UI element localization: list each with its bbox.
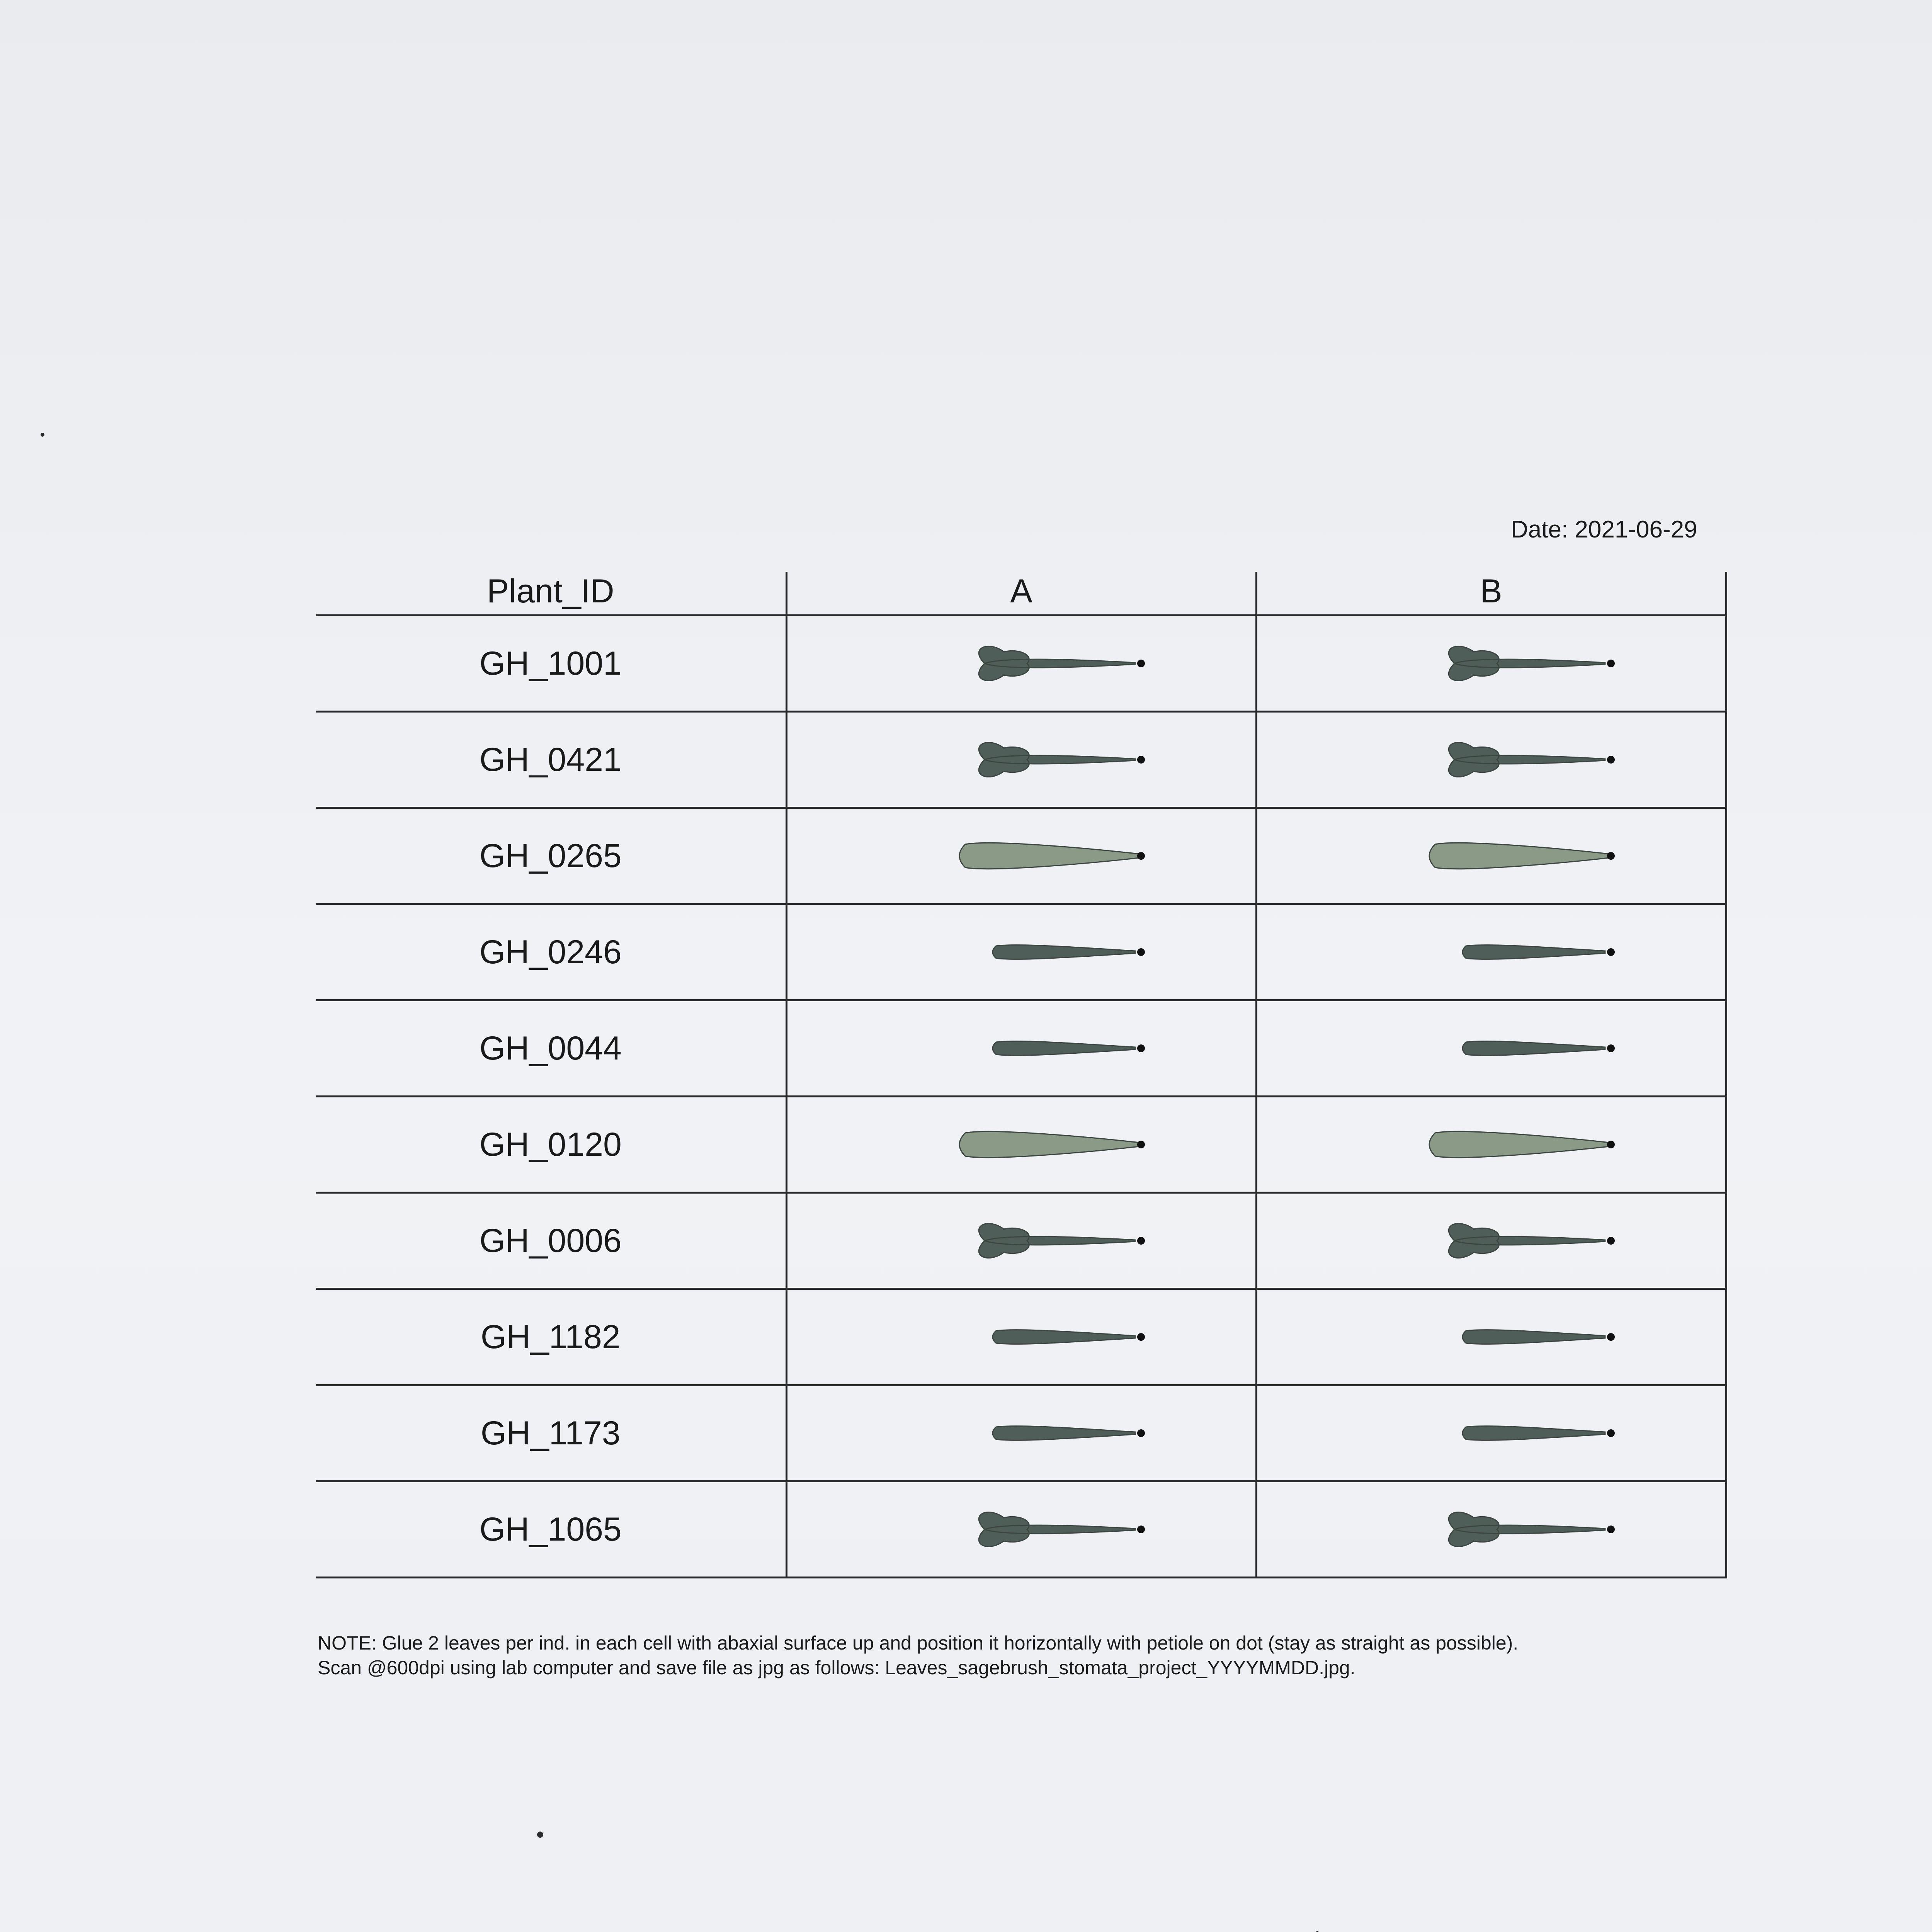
petiole-dot	[1137, 1237, 1145, 1245]
table-row	[316, 808, 1726, 904]
table-row	[316, 1000, 1726, 1097]
table-row	[316, 616, 1726, 712]
petiole-dot	[1607, 948, 1615, 956]
leaf-cell-b	[1256, 1481, 1726, 1578]
leaf-shape	[1429, 1131, 1613, 1157]
plant-id-cell: GH_0265	[316, 808, 786, 904]
leaf-shape	[993, 1426, 1135, 1440]
petiole-dot	[1607, 1141, 1615, 1148]
leaf-shape	[959, 843, 1143, 869]
petiole-dot	[1607, 852, 1615, 860]
instructions-note	[318, 1631, 1863, 1680]
leaf-cell-b	[1256, 904, 1726, 1000]
petiole-dot	[1137, 1044, 1145, 1052]
leaf-shape	[1463, 1330, 1605, 1344]
petiole-dot	[1607, 1526, 1615, 1533]
leaf-cell-b	[1256, 808, 1726, 904]
glued-leaf-a	[787, 1482, 1257, 1577]
glued-leaf-b	[1257, 905, 1727, 999]
leaf-shape	[1449, 1512, 1605, 1547]
leaf-cell-b	[1256, 1000, 1726, 1097]
petiole-dot	[1607, 1333, 1615, 1341]
leaf-cell-a	[786, 712, 1256, 808]
petiole-dot	[1137, 756, 1145, 764]
header-plant-id: Plant_ID	[486, 573, 614, 610]
leaf-shape	[1429, 843, 1613, 869]
leaf-shape	[979, 646, 1135, 681]
plant-id-cell: GH_0246	[316, 904, 786, 1000]
leaf-shape	[1449, 1224, 1605, 1258]
plant-id-cell: GH_1065	[316, 1481, 786, 1578]
glued-leaf-a	[787, 1386, 1257, 1480]
leaf-cell-b	[1256, 1097, 1726, 1193]
leaf-shape	[979, 1512, 1135, 1547]
glued-leaf-b	[1257, 1001, 1727, 1095]
glued-leaf-a	[787, 713, 1257, 807]
plant-id-cell: GH_0044	[316, 1000, 786, 1097]
plant-id-cell: GH_1001	[316, 616, 786, 712]
leaf-cell-b	[1256, 616, 1726, 712]
leaf-shape	[979, 1224, 1135, 1258]
table-row	[316, 1385, 1726, 1481]
note-line-1: NOTE: Glue 2 leaves per ind. in each cell with abaxial surface up and position it horizontally with petiole on dot (stay as straight as possible).	[318, 1632, 1519, 1654]
leaf-cell-a	[786, 1289, 1256, 1385]
petiole-dot	[1607, 756, 1615, 764]
leaf-cell-b	[1256, 1385, 1726, 1481]
plant-id-cell: GH_0006	[316, 1193, 786, 1289]
leaf-cell-a	[786, 808, 1256, 904]
leaf-cell-b	[1256, 1289, 1726, 1385]
glued-leaf-a	[787, 1097, 1257, 1192]
glued-leaf-a	[787, 1194, 1257, 1288]
table-row	[316, 1097, 1726, 1193]
note-line-2: Scan @600dpi using lab computer and save file as jpg as follows: Leaves_sagebrush_stomata_project_YYYYMMDD.jpg.	[318, 1657, 1355, 1679]
petiole-dot	[1607, 1237, 1615, 1245]
leaf-shape	[993, 945, 1135, 959]
petiole-dot	[1137, 1141, 1145, 1148]
leaf-shape	[1449, 743, 1605, 777]
petiole-dot	[1607, 660, 1615, 667]
header-a: A	[786, 572, 1256, 616]
leaf-cell-a	[786, 904, 1256, 1000]
leaf-cell-a	[786, 1385, 1256, 1481]
table-row	[316, 1193, 1726, 1289]
leaf-shape	[1463, 1426, 1605, 1440]
glued-leaf-b	[1257, 713, 1727, 807]
glued-leaf-b	[1257, 1194, 1727, 1288]
leaf-shape	[1449, 646, 1605, 681]
leaf-shape	[959, 1131, 1143, 1157]
petiole-dot	[1137, 1333, 1145, 1341]
date-label: Date: 2021-06-29	[1511, 516, 1697, 543]
glued-leaf-b	[1257, 809, 1727, 903]
glued-leaf-a	[787, 809, 1257, 903]
glued-leaf-b	[1257, 1482, 1727, 1577]
petiole-dot	[1607, 1044, 1615, 1052]
petiole-dot	[1137, 660, 1145, 667]
glued-leaf-b	[1257, 1097, 1727, 1192]
table-row	[316, 1481, 1726, 1578]
plant-id-cell: GH_1182	[316, 1289, 786, 1385]
plant-id-cell: GH_0421	[316, 712, 786, 808]
petiole-dot	[1137, 1429, 1145, 1437]
table-row	[316, 1289, 1726, 1385]
plant-id-cell: GH_0120	[316, 1097, 786, 1193]
leaf-shape	[979, 743, 1135, 777]
leaf-shape	[1463, 945, 1605, 959]
petiole-dot	[1607, 1429, 1615, 1437]
petiole-dot	[1137, 948, 1145, 956]
plant-id-cell: GH_1173	[316, 1385, 786, 1481]
header-b: B	[1256, 572, 1726, 616]
leaf-cell-a	[786, 1193, 1256, 1289]
leaf-cell-a	[786, 616, 1256, 712]
glued-leaf-b	[1257, 616, 1727, 711]
table-header-row	[316, 572, 1726, 616]
glued-leaf-b	[1257, 1386, 1727, 1480]
leaf-cell-a	[786, 1481, 1256, 1578]
leaf-sample-table	[316, 572, 1727, 1578]
petiole-dot	[1137, 852, 1145, 860]
leaf-shape	[993, 1330, 1135, 1344]
petiole-dot	[1137, 1526, 1145, 1533]
table-row	[316, 904, 1726, 1000]
glued-leaf-a	[787, 905, 1257, 999]
leaf-shape	[993, 1041, 1135, 1056]
leaf-shape	[1463, 1041, 1605, 1056]
glued-leaf-a	[787, 1001, 1257, 1095]
leaf-cell-b	[1256, 712, 1726, 808]
leaf-cell-a	[786, 1000, 1256, 1097]
leaf-cell-a	[786, 1097, 1256, 1193]
scan-speck	[537, 1832, 543, 1838]
glued-leaf-a	[787, 1290, 1257, 1384]
leaf-cell-b	[1256, 1193, 1726, 1289]
glued-leaf-b	[1257, 1290, 1727, 1384]
scan-speck	[41, 433, 44, 437]
glued-leaf-a	[787, 616, 1257, 711]
table-row	[316, 712, 1726, 808]
